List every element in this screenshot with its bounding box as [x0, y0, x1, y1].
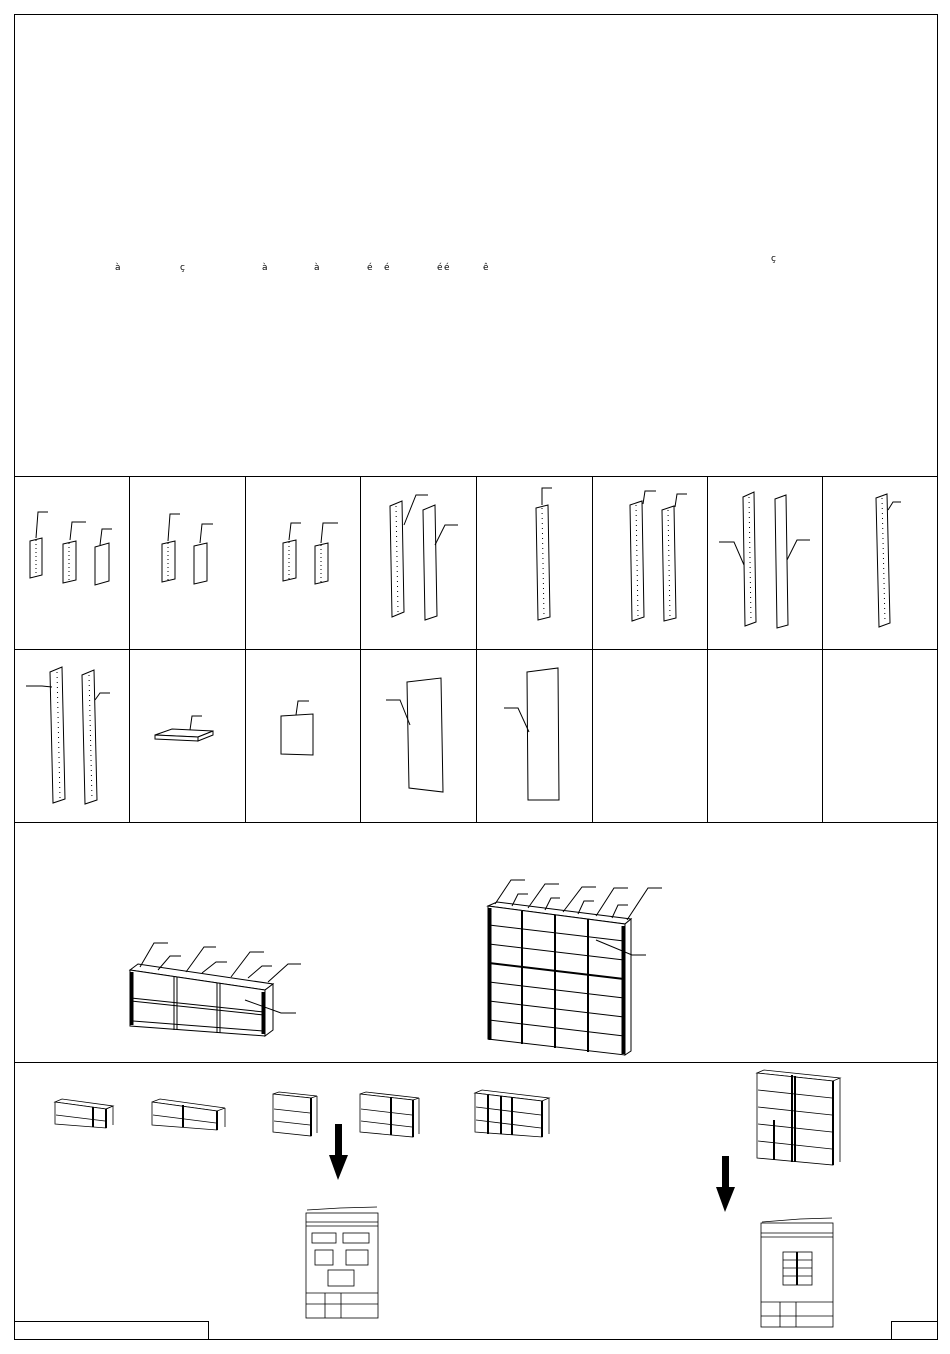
intro-char: à	[314, 263, 320, 273]
intro-char: é	[437, 263, 443, 273]
config-thumbnails	[55, 1070, 840, 1165]
intro-char: à	[262, 263, 268, 273]
intro-char: à	[115, 263, 121, 273]
part-cell-9	[26, 667, 110, 804]
config-4	[360, 1092, 419, 1137]
footer-box-left	[15, 1322, 209, 1340]
intro-char: ç	[180, 263, 185, 273]
intro-char: ç	[771, 254, 776, 264]
leaflet-thumbnail-left	[306, 1207, 378, 1318]
down-arrow-icon-right	[716, 1156, 735, 1212]
intro-char: ê	[483, 263, 489, 273]
intro-char: é	[367, 263, 373, 273]
part-cell-6	[630, 491, 687, 621]
config-3	[273, 1092, 317, 1136]
part-cell-4	[390, 495, 458, 620]
intro-char: é	[444, 263, 450, 273]
config-5	[475, 1090, 549, 1137]
assembly-tall-unit	[488, 880, 662, 1055]
config-2	[152, 1099, 225, 1130]
part-cell-1	[30, 512, 112, 585]
intro-char: é	[384, 263, 390, 273]
part-cell-11	[281, 701, 313, 755]
footer-box-right	[892, 1322, 938, 1340]
part-cell-2	[162, 514, 213, 584]
part-cell-12	[386, 678, 443, 792]
part-cell-8	[876, 494, 901, 627]
leaflet-thumbnail-right	[761, 1218, 833, 1327]
down-arrow-icon	[329, 1124, 348, 1180]
config-6	[757, 1070, 840, 1165]
assembly-low-unit	[130, 943, 301, 1036]
part-cell-5	[536, 488, 552, 620]
config-1	[55, 1099, 113, 1128]
part-cell-10	[155, 716, 213, 741]
part-cell-7	[719, 492, 810, 628]
part-cell-13	[504, 668, 559, 800]
part-cell-3	[283, 523, 338, 584]
